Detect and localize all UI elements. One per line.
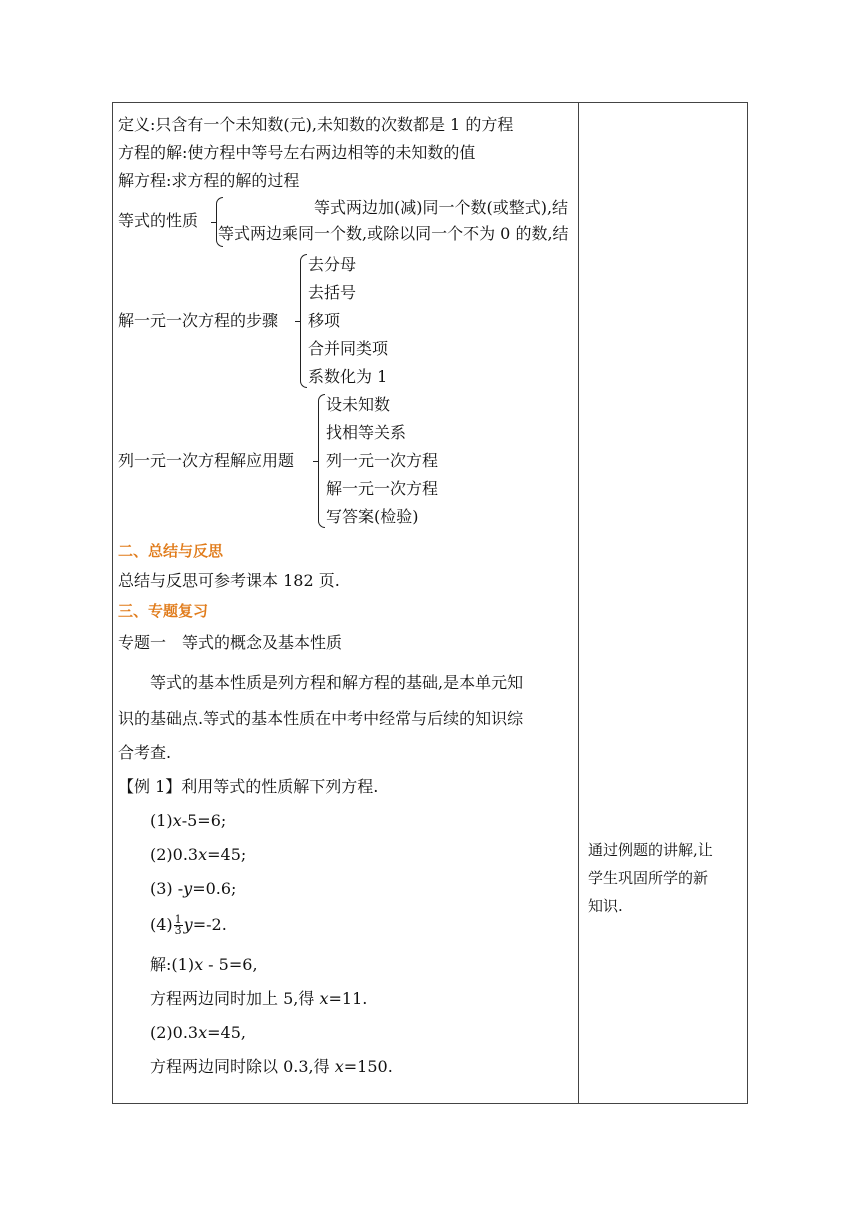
application-step-1: 设未知数 [326, 395, 391, 414]
solution-line-1 [150, 954, 258, 976]
fraction-denominator: 3 [174, 924, 182, 937]
solve-step-1: 去分母 [308, 255, 357, 274]
solution-line-3-pre: (2)0.3 [150, 1023, 199, 1042]
problem-4-var: y [183, 915, 193, 934]
section3-heading: 三、专题复习 [118, 602, 209, 620]
application-steps-label: 列一元一次方程解应用题 [118, 451, 295, 470]
solution-var-1: x [194, 955, 204, 974]
solution-line-3 [150, 1022, 246, 1044]
paragraph-line-3: 合考查. [118, 743, 172, 762]
topic-title: 专题一 等式的概念及基本性质 [118, 633, 343, 652]
problem-1-rest: -5=6; [181, 811, 227, 830]
application-step-3: 列一元一次方程 [326, 451, 439, 470]
problem-3-rest: =0.6; [192, 879, 237, 898]
problem-2 [150, 844, 246, 866]
solution-line-2 [150, 988, 367, 1010]
problem-4 [150, 914, 227, 936]
problem-4-rest: =-2. [192, 915, 227, 934]
problem-2-var: x [198, 845, 208, 864]
example1-title: 【例 1】利用等式的性质解下列方程. [118, 777, 379, 796]
solve-step-3: 移项 [308, 311, 341, 330]
solve-steps-brace [300, 254, 307, 388]
side-note-line-1: 通过例题的讲解,让 [588, 841, 713, 859]
solve-steps-label: 解一元一次方程的步骤 [118, 311, 279, 330]
solution-rest-1: - 5=6, [203, 955, 258, 974]
solving-line: 解方程:求方程的解的过程 [118, 171, 300, 190]
application-step-5: 写答案(检验) [326, 507, 419, 526]
solution-intro: 解:(1) [150, 955, 195, 974]
side-note-line-2: 学生巩固所学的新 [588, 869, 709, 887]
solve-step-2: 去括号 [308, 283, 357, 302]
problem-3-prefix: (3) - [150, 879, 184, 898]
solve-step-4: 合并同类项 [308, 339, 389, 358]
solution-line-4-pre: 方程两边同时除以 0.3,得 [150, 1057, 335, 1076]
fraction-one-third [174, 915, 183, 936]
problem-4-prefix: (4) [150, 915, 173, 934]
solution-line-3-var: x [198, 1023, 208, 1042]
problem-1 [150, 810, 226, 832]
solution-line-4 [150, 1056, 393, 1078]
problem-3 [150, 878, 236, 900]
solve-step-5: 系数化为 1 [308, 367, 388, 386]
fraction-numerator: 1 [174, 913, 182, 926]
equality-property-2: 等式两边乘同一个数,或除以同一个不为 0 的数,结 [218, 224, 569, 243]
solution-line-4-rest: =150. [343, 1057, 393, 1076]
section2-heading: 二、总结与反思 [118, 542, 224, 560]
application-step-4: 解一元一次方程 [326, 479, 439, 498]
problem-1-var: x [172, 811, 182, 830]
problem-2-prefix: (2)0.3 [150, 845, 199, 864]
side-note-line-3: 知识. [588, 897, 623, 915]
solution-line-2-rest: =11. [328, 989, 368, 1008]
problem-1-prefix: (1) [150, 811, 173, 830]
section2-text: 总结与反思可参考课本 182 页. [118, 571, 340, 590]
paragraph-line-1: 等式的基本性质是列方程和解方程的基础,是本单元知 [150, 673, 524, 692]
column-divider [578, 102, 579, 1104]
solution-line-3-rest: =45, [207, 1023, 246, 1042]
equality-properties-label: 等式的性质 [118, 211, 199, 230]
side-note-cell [588, 836, 744, 920]
application-step-2: 找相等关系 [326, 423, 407, 442]
solution-line-2-var: x [319, 989, 329, 1008]
solution-line-2-pre: 方程两边同时加上 5,得 [150, 989, 320, 1008]
solution-line-4-var: x [334, 1057, 344, 1076]
main-content-cell [118, 108, 574, 1098]
equality-property-1: 等式两边加(减)同一个数(或整式),结 [314, 198, 569, 217]
application-steps-brace [318, 394, 325, 528]
solution-line: 方程的解:使方程中等号左右两边相等的未知数的值 [118, 143, 476, 162]
definition-line: 定义:只含有一个未知数(元),未知数的次数都是 1 的方程 [118, 115, 514, 134]
problem-2-rest: =45; [207, 845, 247, 864]
paragraph-line-2: 识的基础点.等式的基本性质在中考中经常与后续的知识综 [118, 709, 524, 728]
problem-3-var: y [183, 879, 193, 898]
